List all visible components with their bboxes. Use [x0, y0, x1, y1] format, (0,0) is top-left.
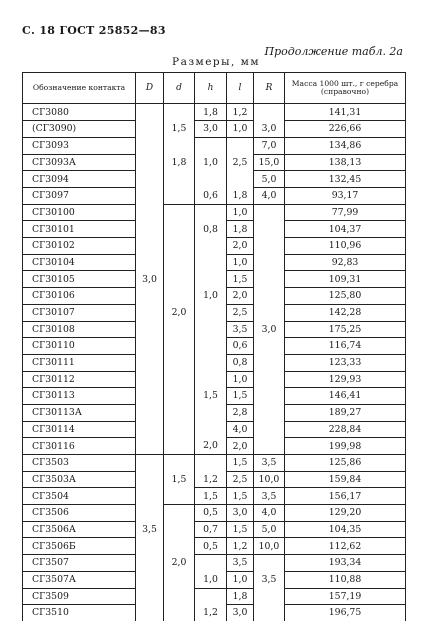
table-cell: 1,0: [227, 571, 254, 588]
table-cell: [136, 254, 164, 271]
contact-designation: СГ30102: [23, 238, 136, 255]
table-cell: [136, 438, 164, 455]
table-cell: [195, 404, 227, 421]
table-cell: [164, 271, 195, 288]
table-cell: [254, 371, 285, 388]
table-cell: 10,0: [254, 538, 285, 555]
table-cell: [136, 605, 164, 621]
table-cell: [164, 354, 195, 371]
table-cell: 138,13: [285, 154, 406, 171]
contact-designation: СГ3094: [23, 171, 136, 188]
table-cell: [254, 338, 285, 355]
contact-designation: СГ3097: [23, 188, 136, 205]
column-header: l: [227, 73, 254, 104]
contact-designation: СГ3504: [23, 488, 136, 505]
table-cell: 3,5: [254, 455, 285, 472]
table-cell: [136, 221, 164, 238]
table-header-row: [23, 73, 406, 104]
table-cell: [136, 354, 164, 371]
table-cell: 2,0: [195, 438, 227, 455]
table-cell: [254, 104, 285, 121]
table-cell: [136, 588, 164, 605]
table-cell: 2,8: [227, 404, 254, 421]
table-row: [23, 104, 406, 121]
table-cell: [164, 538, 195, 555]
table-cell: [136, 204, 164, 221]
table-cell: [195, 421, 227, 438]
table-cell: 1,8: [164, 154, 195, 171]
table-cell: [195, 371, 227, 388]
table-row: [23, 238, 406, 255]
table-row: [23, 505, 406, 522]
table-row: [23, 371, 406, 388]
table-cell: 3,0: [254, 321, 285, 338]
contact-designation: (СГ3090): [23, 121, 136, 138]
table-cell: 142,28: [285, 304, 406, 321]
table-row: [23, 338, 406, 355]
table-cell: 2,0: [227, 438, 254, 455]
contact-designation: СГ3506А: [23, 521, 136, 538]
table-cell: [164, 171, 195, 188]
table-cell: [254, 588, 285, 605]
contact-designation: СГ3093: [23, 137, 136, 154]
table-cell: [195, 354, 227, 371]
table-cell: [195, 238, 227, 255]
table-row: [23, 588, 406, 605]
table-cell: 77,99: [285, 204, 406, 221]
table-cell: 1,0: [195, 288, 227, 305]
table-cell: [136, 188, 164, 205]
table-cell: [254, 304, 285, 321]
table-cell: [195, 271, 227, 288]
table-cell: 129,93: [285, 371, 406, 388]
table-cell: 228,84: [285, 421, 406, 438]
table-cell: 1,0: [227, 121, 254, 138]
table-cell: [164, 238, 195, 255]
table-cell: [254, 354, 285, 371]
table-cell: 15,0: [254, 154, 285, 171]
table-cell: [227, 171, 254, 188]
contact-designation: СГ30113: [23, 388, 136, 405]
table-cell: [254, 238, 285, 255]
table-row: [23, 254, 406, 271]
contact-designation: СГ3080: [23, 104, 136, 121]
contact-designation: СГ3503А: [23, 471, 136, 488]
table-cell: [164, 521, 195, 538]
table-cell: 109,31: [285, 271, 406, 288]
table-cell: [136, 137, 164, 154]
table-cell: 3,0: [227, 605, 254, 621]
table-cell: [164, 488, 195, 505]
table-cell: 1,5: [227, 271, 254, 288]
table-cell: 3,5: [227, 555, 254, 572]
table-cell: [195, 304, 227, 321]
table-cell: [136, 338, 164, 355]
table-cell: 134,86: [285, 137, 406, 154]
table-row: [23, 304, 406, 321]
table-cell: [195, 137, 227, 154]
table-row: [23, 455, 406, 472]
table-cell: 193,34: [285, 555, 406, 572]
table-cell: 3,5: [254, 488, 285, 505]
table-cell: 4,0: [227, 421, 254, 438]
table-row: [23, 438, 406, 455]
table-cell: [227, 137, 254, 154]
table-cell: [136, 171, 164, 188]
table-cell: [164, 221, 195, 238]
table-cell: [254, 254, 285, 271]
table-row: [23, 137, 406, 154]
table-cell: 92,83: [285, 254, 406, 271]
contact-designation: СГ3506Б: [23, 538, 136, 555]
table-cell: 2,0: [227, 288, 254, 305]
table-cell: [164, 605, 195, 621]
table-cell: 104,37: [285, 221, 406, 238]
table-cell: 2,5: [227, 154, 254, 171]
table-cell: [136, 104, 164, 121]
table-cell: 3,0: [136, 271, 164, 288]
column-header: D: [136, 73, 164, 104]
table-row: [23, 421, 406, 438]
table-cell: 104,35: [285, 521, 406, 538]
table-cell: 93,17: [285, 188, 406, 205]
table-cell: 1,8: [227, 588, 254, 605]
table-cell: 146,41: [285, 388, 406, 405]
table-cell: [136, 404, 164, 421]
table-cell: 3,5: [136, 521, 164, 538]
contact-designation: СГ30113А: [23, 404, 136, 421]
contact-designation: СГ30114: [23, 421, 136, 438]
table-cell: 1,0: [195, 154, 227, 171]
contact-designation: СГ30116: [23, 438, 136, 455]
table-cell: [164, 188, 195, 205]
table-cell: [136, 455, 164, 472]
table-cell: 1,8: [195, 104, 227, 121]
table-cell: [254, 404, 285, 421]
table-cell: 1,0: [227, 204, 254, 221]
table-cell: 5,0: [254, 171, 285, 188]
table-cell: 1,5: [164, 121, 195, 138]
table-cell: [164, 388, 195, 405]
table-cell: 132,45: [285, 171, 406, 188]
contact-designation: СГ3503: [23, 455, 136, 472]
table-cell: [136, 288, 164, 305]
table-cell: [254, 555, 285, 572]
table-cell: 4,0: [254, 505, 285, 522]
contact-designation: СГ30101: [23, 221, 136, 238]
table-cell: 4,0: [254, 188, 285, 205]
contact-designation: СГ30100: [23, 204, 136, 221]
contact-designation: СГ30107: [23, 304, 136, 321]
table-cell: 141,31: [285, 104, 406, 121]
table-cell: [164, 338, 195, 355]
table-cell: [164, 421, 195, 438]
table-cell: 0,6: [227, 338, 254, 355]
column-header: Обозначение контакта: [23, 73, 136, 104]
table-cell: 1,2: [227, 104, 254, 121]
table-cell: 1,5: [227, 455, 254, 472]
table-cell: [195, 254, 227, 271]
table-row: [23, 571, 406, 588]
table-cell: [136, 238, 164, 255]
table-row: [23, 188, 406, 205]
table-cell: [254, 605, 285, 621]
table-cell: [254, 421, 285, 438]
table-cell: [164, 321, 195, 338]
table-row: [23, 171, 406, 188]
table-cell: 3,0: [195, 121, 227, 138]
table-cell: [164, 137, 195, 154]
table-cell: [195, 555, 227, 572]
contact-designation: СГ3507: [23, 555, 136, 572]
table-cell: 1,5: [227, 488, 254, 505]
table-cell: [195, 338, 227, 355]
contact-designation: СГ30111: [23, 354, 136, 371]
table-cell: 0,5: [195, 505, 227, 522]
table-cell: 3,5: [254, 571, 285, 588]
contact-designation: СГ3507А: [23, 571, 136, 588]
table-cell: 189,27: [285, 404, 406, 421]
table-cell: [195, 204, 227, 221]
table-cell: 116,74: [285, 338, 406, 355]
table-cell: [136, 421, 164, 438]
table-cell: [136, 505, 164, 522]
table-cell: [164, 204, 195, 221]
table-row: [23, 404, 406, 421]
table-cell: 159,84: [285, 471, 406, 488]
table-cell: 110,96: [285, 238, 406, 255]
table-cell: [164, 455, 195, 472]
table-cell: [254, 438, 285, 455]
table-row: [23, 538, 406, 555]
table-row: [23, 488, 406, 505]
table-cell: 0,8: [195, 221, 227, 238]
table-cell: 175,25: [285, 321, 406, 338]
table-cell: [136, 304, 164, 321]
table-cell: [164, 371, 195, 388]
contact-designation: СГ3093А: [23, 154, 136, 171]
table-cell: [195, 321, 227, 338]
table-row: [23, 121, 406, 138]
table-cell: [164, 438, 195, 455]
table-cell: 129,20: [285, 505, 406, 522]
table-cell: 1,5: [164, 471, 195, 488]
table-cell: 0,7: [195, 521, 227, 538]
table-cell: 3,0: [254, 121, 285, 138]
column-header: Масса 1000 шт., г серебра (справочно): [285, 73, 406, 104]
table-row: [23, 471, 406, 488]
table-cell: 0,6: [195, 188, 227, 205]
table-row: [23, 288, 406, 305]
table-cell: 1,5: [227, 388, 254, 405]
table-cell: 1,5: [195, 488, 227, 505]
contact-designation: СГ30110: [23, 338, 136, 355]
table-cell: 125,80: [285, 288, 406, 305]
contact-designation: СГ3509: [23, 588, 136, 605]
table-row: [23, 521, 406, 538]
table-cell: [136, 321, 164, 338]
table-cell: 1,2: [195, 605, 227, 621]
column-header: d: [164, 73, 195, 104]
table-cell: 1,5: [227, 521, 254, 538]
table-cell: [136, 571, 164, 588]
table-cell: [136, 488, 164, 505]
contact-designation: СГ30108: [23, 321, 136, 338]
table-row: [23, 354, 406, 371]
table-cell: [164, 404, 195, 421]
table-cell: [136, 388, 164, 405]
table-cell: [164, 588, 195, 605]
table-row: [23, 321, 406, 338]
table-cell: 226,66: [285, 121, 406, 138]
table-cell: 5,0: [254, 521, 285, 538]
table-cell: [195, 455, 227, 472]
table-cell: [195, 171, 227, 188]
table-continuation-note: Продолжение табл. 2а: [264, 45, 403, 58]
table-cell: [254, 388, 285, 405]
table-cell: 2,0: [164, 555, 195, 572]
contact-designation: СГ30112: [23, 371, 136, 388]
table-cell: [136, 471, 164, 488]
page-header: С. 18 ГОСТ 25852—83: [22, 24, 166, 37]
table-cell: [164, 571, 195, 588]
table-cell: 2,5: [227, 471, 254, 488]
table-row: [23, 605, 406, 621]
table-cell: 0,8: [227, 354, 254, 371]
table-cell: [164, 505, 195, 522]
table-row: [23, 388, 406, 405]
dimensions-title: Размеры, мм: [172, 56, 261, 68]
table-cell: 112,62: [285, 538, 406, 555]
column-header: h: [195, 73, 227, 104]
table-cell: 157,19: [285, 588, 406, 605]
table-row: [23, 154, 406, 171]
table-cell: [136, 538, 164, 555]
table-row: [23, 221, 406, 238]
contacts-dimensions-table: [22, 72, 406, 621]
table-cell: [164, 288, 195, 305]
table-cell: 1,0: [227, 254, 254, 271]
table-cell: 0,5: [195, 538, 227, 555]
table-cell: [136, 121, 164, 138]
table-cell: 1,0: [227, 371, 254, 388]
table-cell: [254, 271, 285, 288]
table-cell: [164, 254, 195, 271]
contact-designation: СГ3510: [23, 605, 136, 621]
table-cell: [136, 371, 164, 388]
table-cell: 1,8: [227, 188, 254, 205]
table-cell: 2,0: [227, 238, 254, 255]
table-cell: [254, 288, 285, 305]
table-row: [23, 555, 406, 572]
table-cell: 7,0: [254, 137, 285, 154]
table-cell: 1,2: [195, 471, 227, 488]
contact-designation: СГ30105: [23, 271, 136, 288]
table-row: [23, 271, 406, 288]
table-cell: 3,0: [227, 505, 254, 522]
table-cell: 110,88: [285, 571, 406, 588]
table-cell: 156,17: [285, 488, 406, 505]
table-cell: 1,8: [227, 221, 254, 238]
table-cell: 123,33: [285, 354, 406, 371]
table-cell: [254, 221, 285, 238]
table-cell: 199,98: [285, 438, 406, 455]
contact-designation: СГ3506: [23, 505, 136, 522]
contact-designation: СГ30104: [23, 254, 136, 271]
table-cell: [195, 588, 227, 605]
table-cell: 10,0: [254, 471, 285, 488]
table-cell: 125,86: [285, 455, 406, 472]
table-cell: 3,5: [227, 321, 254, 338]
table-cell: 196,75: [285, 605, 406, 621]
table-row: [23, 204, 406, 221]
table-cell: [136, 154, 164, 171]
table-cell: 2,5: [227, 304, 254, 321]
contact-designation: СГ30106: [23, 288, 136, 305]
table-cell: [136, 555, 164, 572]
table-cell: [164, 104, 195, 121]
table-body: [23, 104, 406, 621]
table-cell: 2,0: [164, 304, 195, 321]
table-cell: 1,0: [195, 571, 227, 588]
table-cell: 1,2: [227, 538, 254, 555]
table-cell: 1,5: [195, 388, 227, 405]
column-header: R: [254, 73, 285, 104]
table-cell: [254, 204, 285, 221]
